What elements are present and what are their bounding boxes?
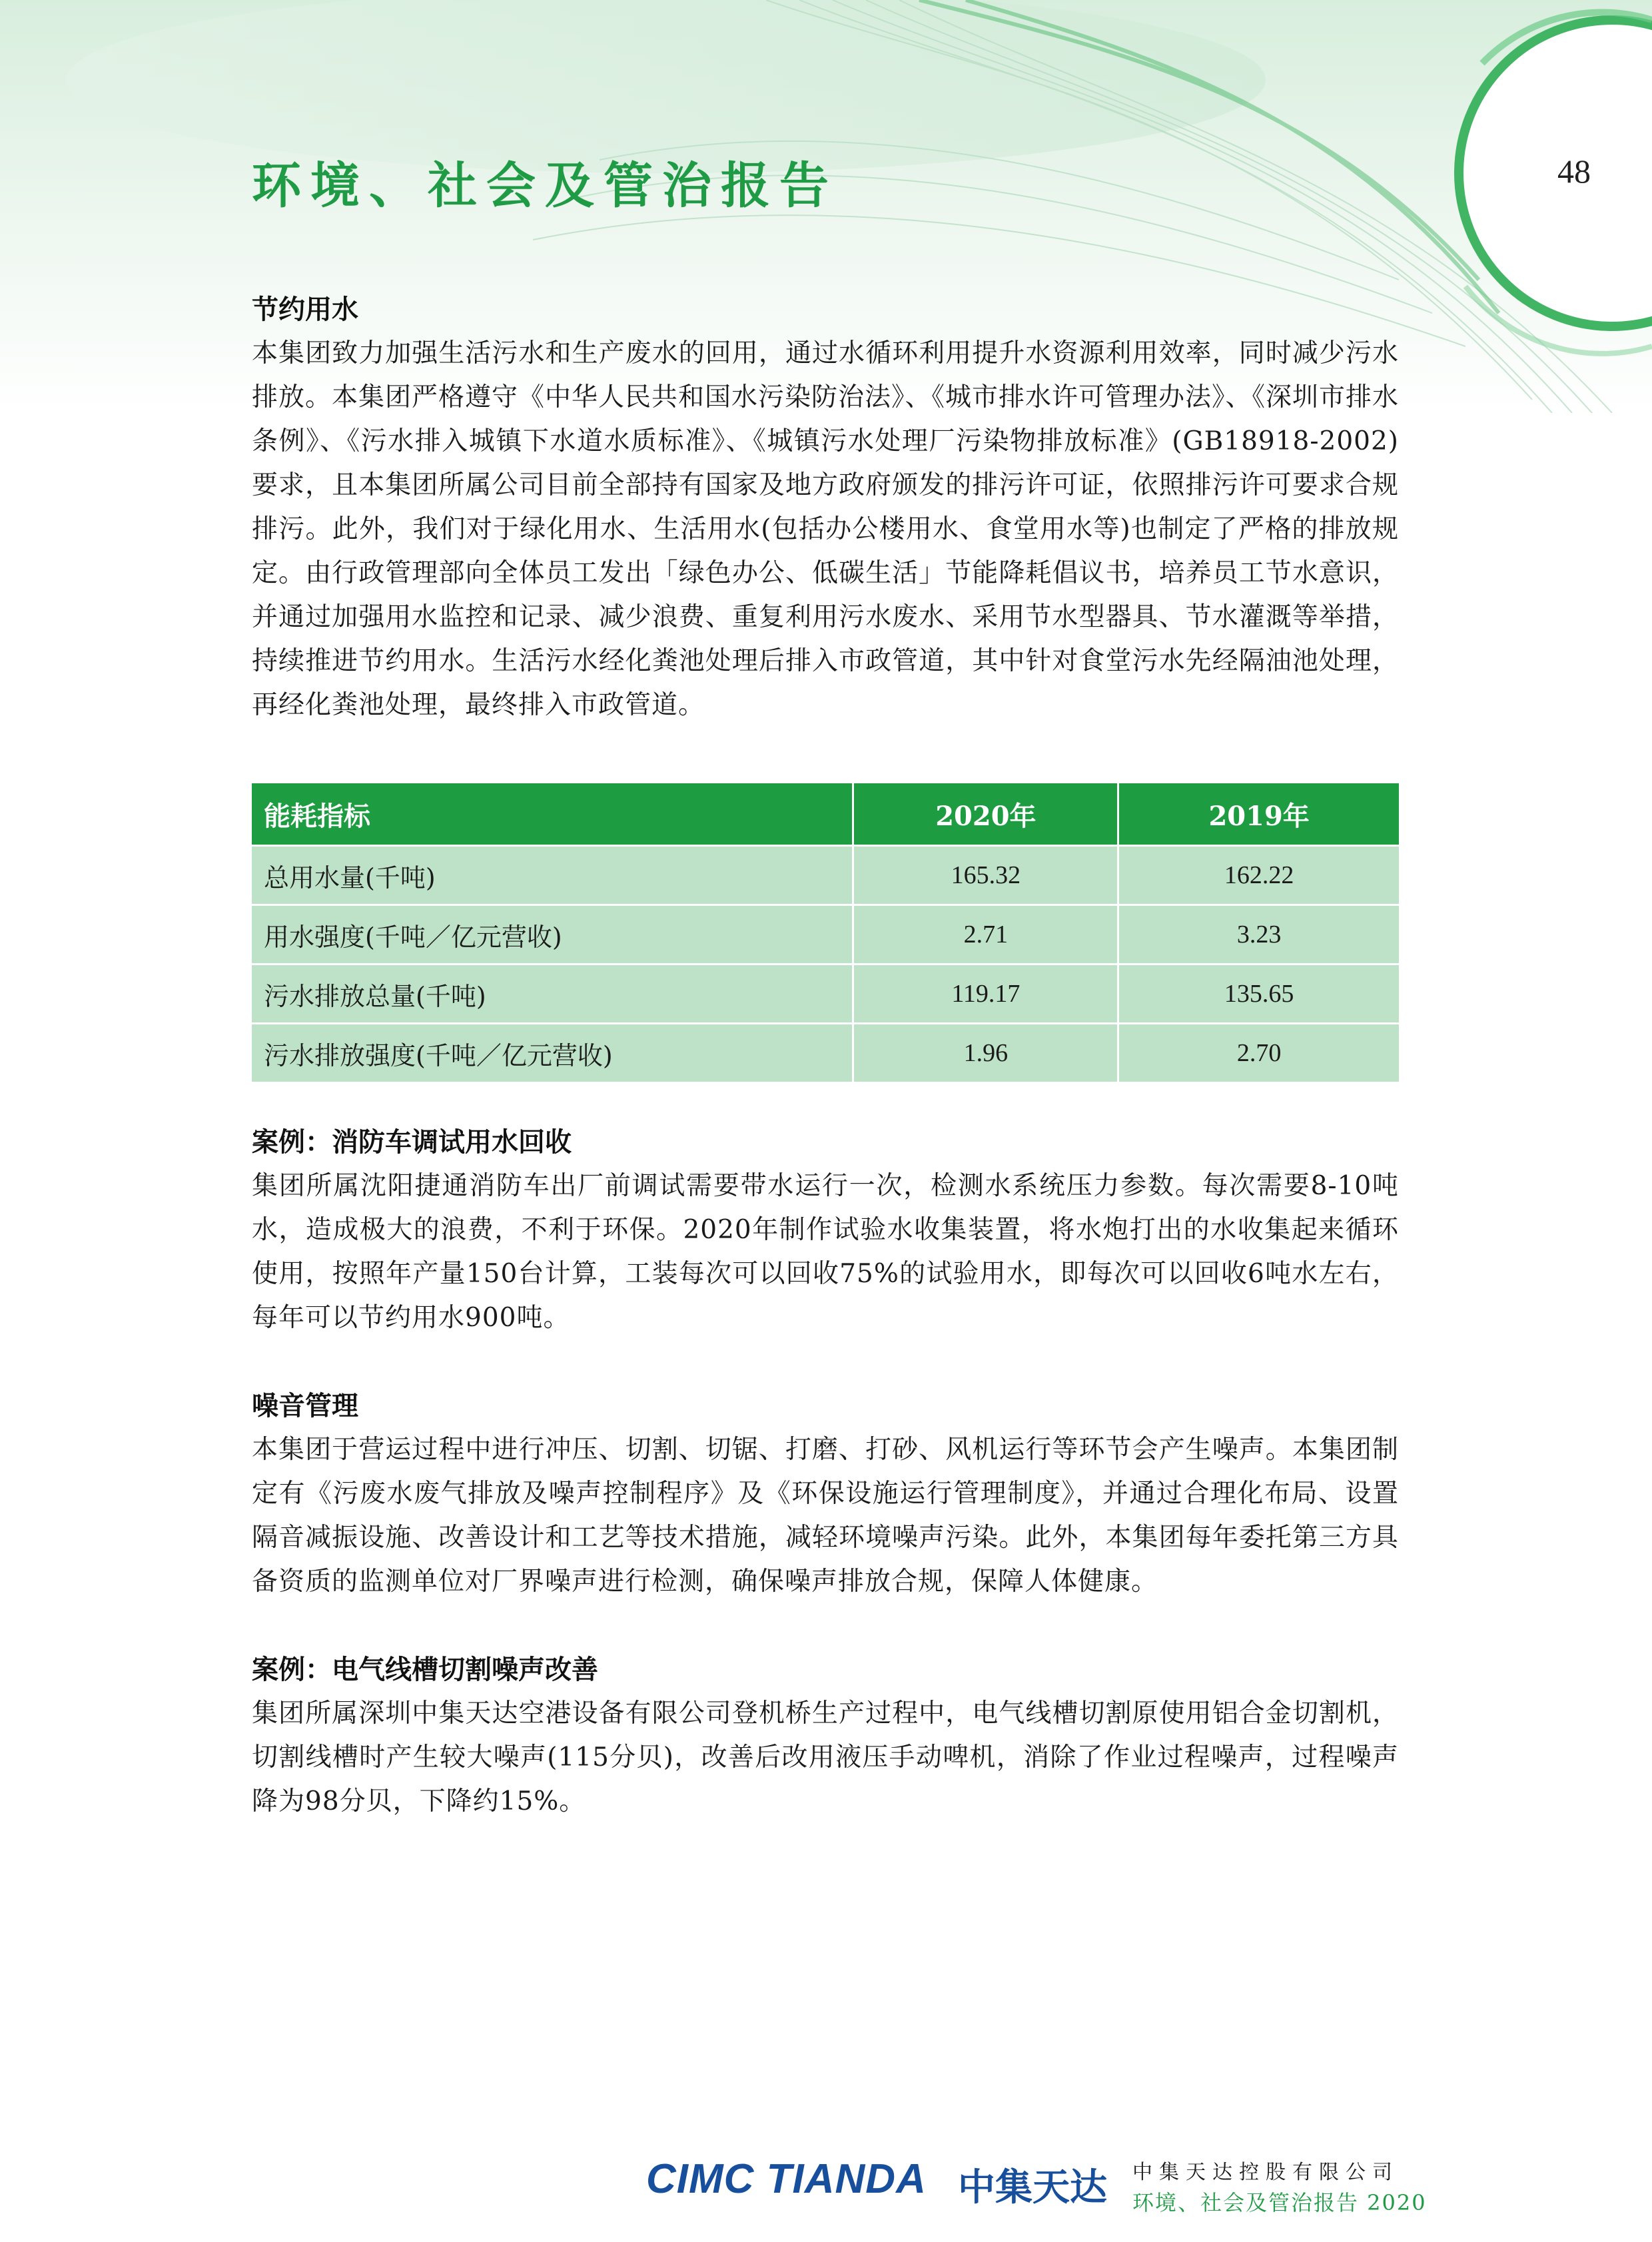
table-cell-label: 总用水量(千吨) [252, 846, 853, 905]
section-heading-water: 节约用水 [252, 294, 358, 325]
company-logo: CIMC TIANDA [646, 2156, 927, 2202]
table-cell-2020: 119.17 [853, 964, 1118, 1024]
table-row [252, 905, 1399, 964]
table-cell-2020: 2.71 [853, 905, 1118, 964]
page-title: 环境、社会及管治报告 [252, 157, 838, 214]
footer-report-title: 环境、社会及管治报告 2020 [1132, 2190, 1427, 2215]
table-header-indicator: 能耗指标 [252, 783, 853, 846]
section-heading-case-fire: 案例：消防车调试用水回收 [252, 1127, 572, 1158]
footer-company-name: 中集天达控股有限公司 [1132, 2161, 1399, 2184]
section-body-case-fire: 集团所属沈阳捷通消防车出厂前调试需要带水运行一次，检测水系统压力参数。每次需要8-10吨水，造成极大的浪费，不利于环保。2020年制作试验水收集装置，将水炮打出的水收集起来循环使用，按照年产量150台计算，工装每次可以回收75%的试验用水，即每次可以回收6吨水左右，每年可以节约用水900吨。 [252, 1171, 1399, 1333]
section-body-noise: 本集团于营运过程中进行冲压、切割、切锯、打磨、打砂、风机运行等环节会产生噪声。本集团制定有《污废水废气排放及噪声控制程序》及《环保设施运行管理制度》，并通过合理化布局、设置隔音减振设施、改善设计和工艺等技术措施，减轻环境噪声污染。此外，本集团每年委托第三方具备资质的监测单位对厂界噪声进行检测，确保噪声排放合规，保障人体健康。 [252, 1435, 1399, 1597]
table-row [252, 964, 1399, 1024]
table-cell-2020: 165.32 [853, 846, 1118, 905]
main-content [252, 288, 1399, 1824]
company-logo-cn: 中集天达 [958, 2166, 1107, 2209]
table-header-2019: 2019年 [1118, 783, 1399, 846]
table-cell-label: 污水排放强度(千吨／亿元营收) [252, 1024, 853, 1082]
table-header-2020: 2020年 [853, 783, 1118, 846]
water-metrics-table [252, 783, 1399, 1082]
table-cell-2020: 1.96 [853, 1024, 1118, 1082]
table-cell-2019: 3.23 [1118, 905, 1399, 964]
page-number: 48 [1557, 153, 1591, 190]
table-cell-label: 用水强度(千吨／亿元营收) [252, 905, 853, 964]
table-cell-2019: 135.65 [1118, 964, 1399, 1024]
section-heading-noise: 噪音管理 [252, 1391, 358, 1421]
table-row [252, 846, 1399, 905]
section-body-water: 本集团致力加强生活污水和生产废水的回用，通过水循环利用提升水资源利用效率，同时减少污水排放。本集团严格遵守《中华人民共和国水污染防治法》、《城市排水许可管理办法》、《深圳市排水条例》、《污水排入城镇下水道水质标准》、《城镇污水处理厂污染物排放标准》(GB18918-2002)要求，且本集团所属公司目前全部持有国家及地方政府颁发的排污许可证，依照排污许可要求合规排污。此外，我们对于绿化用水、生活用水(包括办公楼用水、食堂用水等)也制定了严格的排放规定。由行政管理部向全体员工发出「绿色办公、低碳生活」节能降耗倡议书，培养员工节水意识，并通过加强用水监控和记录、减少浪费、重复利用污水废水、采用节水型器具、节水灌溉等举措，持续推进节约用水。生活污水经化粪池处理后排入市政管道，其中针对食堂污水先经隔油池处理，再经化粪池处理，最终排入市政管道。 [252, 338, 1400, 720]
section-body-case-noise: 集团所属深圳中集天达空港设备有限公司登机桥生产过程中，电气线槽切割原使用铝合金切割机，切割线槽时产生较大噪声(115分贝)，改善后改用液压手动啤机，消除了作业过程噪声，过程噪声降为98分贝，下降约15%。 [252, 1698, 1399, 1816]
table-cell-2019: 2.70 [1118, 1024, 1399, 1082]
section-heading-case-noise: 案例：电气线槽切割噪声改善 [252, 1655, 598, 1685]
table-row [252, 1024, 1399, 1082]
table-cell-label: 污水排放总量(千吨) [252, 964, 853, 1024]
footer [646, 2147, 1446, 2221]
table-header-row [252, 783, 1399, 846]
table-cell-2019: 162.22 [1118, 846, 1399, 905]
